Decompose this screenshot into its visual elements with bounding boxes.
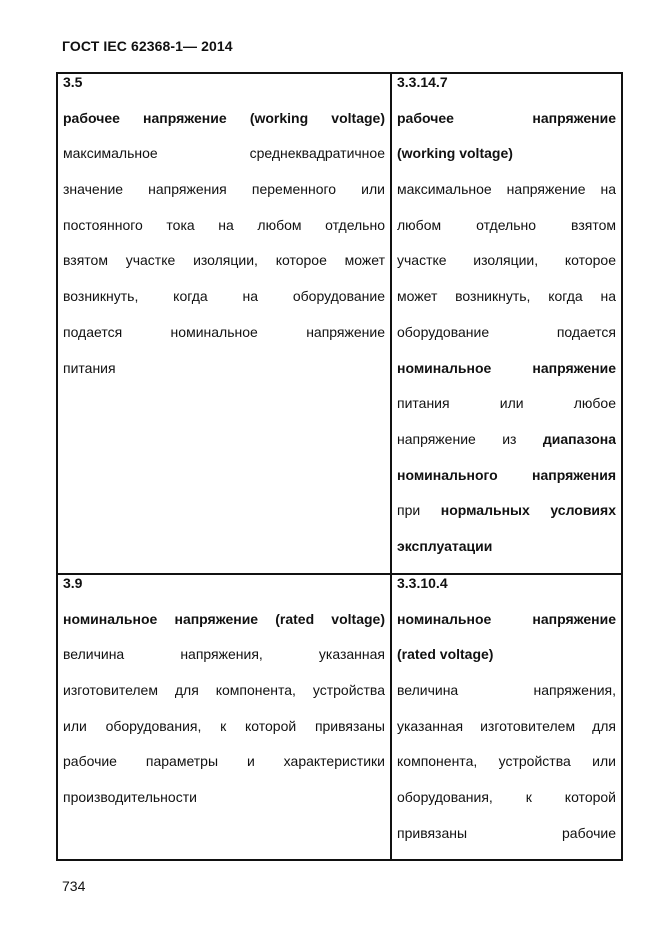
definition-line [397,208,616,244]
definition-line [397,101,616,137]
bold-term: рабочее напряжение (working voltage) [63,109,385,126]
text-segment: оборудования, к которой [397,789,616,806]
text-segment: компонента, устройства или [397,753,616,770]
iec-definition-cell [57,574,391,860]
text-segment: постоянного тока на любом отдельно [63,216,385,233]
clause-number [397,566,616,602]
bold-term: 3.9 [63,575,83,591]
definition-line [397,637,616,673]
bold-term: (working voltage) [397,145,513,162]
definition-line [63,208,385,244]
source-definition-cell [391,574,622,860]
text-segment: может возникнуть, когда на [397,288,616,305]
clause-number [397,65,616,101]
text-segment: величина напряжения, указанная [63,646,385,663]
definition-line [397,422,616,458]
clause-number [63,65,385,101]
definition-line [63,602,385,638]
definition-line [63,744,385,780]
text-segment: указанная изготовителем для [397,717,616,734]
text-segment: производительности [63,789,197,806]
table-row [57,73,622,574]
iec-definition-cell [57,73,391,574]
bold-term: номинальное напряжение [397,610,616,627]
text-segment: максимальное напряжение на [397,181,616,198]
definition-line [397,458,616,494]
text-segment: или оборудования, к которой привязаны [63,717,385,734]
definition-line [397,172,616,208]
text-segment: участке изоляции, которое [397,252,616,269]
definition-line [63,279,385,315]
text-segment: оборудование подается [397,323,616,340]
bold-term: (rated voltage) [397,646,494,663]
definition-line [397,136,616,172]
text-segment: питания или любое [397,395,616,412]
bold-term: номинальное напряжение [397,359,616,376]
definition-line [397,816,616,852]
definition-line [397,386,616,422]
text-segment: подается номинальное напряжение [63,323,385,340]
text-segment: максимальное среднеквадратичное [63,145,385,162]
definition-line [63,709,385,745]
definition-line [397,493,616,529]
table-row [57,574,622,860]
bold-term: эксплуатации [397,537,493,554]
definition-line [63,172,385,208]
definition-line [63,351,385,387]
definition-line [397,279,616,315]
comparison-table [56,72,623,861]
definition-line [397,780,616,816]
definition-line [63,243,385,279]
bold-term: номинального напряжения [397,466,616,483]
text-segment: при [397,502,441,519]
definition-line [63,780,385,816]
bold-term: 3.5 [63,74,83,90]
bold-term: диапазона [542,430,616,447]
definition-line [397,529,616,565]
bold-term: 3.3.10.4 [397,575,448,591]
definition-line [63,136,385,172]
definition-line [63,637,385,673]
text-segment: рабочие параметры и характеристики [63,753,385,770]
bold-term: рабочее напряжение [397,109,616,126]
definition-line [397,709,616,745]
text-segment: изготовителем для компонента, устройства [63,682,385,699]
definition-line [397,602,616,638]
clause-number [63,566,385,602]
definition-line [397,744,616,780]
definition-line [397,243,616,279]
text-segment: величина напряжения, [397,682,616,699]
text-segment: значение напряжения переменного или [63,181,385,198]
bold-term: номинальное напряжение (rated voltage) [63,610,385,627]
definition-line [397,673,616,709]
text-segment: привязаны рабочие [397,824,616,841]
page-number: 734 [62,878,86,894]
definition-line [63,101,385,137]
document-header: ГОСТ IEC 62368-1— 2014 [62,38,233,54]
source-definition-cell [391,73,622,574]
definition-line [397,315,616,351]
text-segment: напряжение из [397,430,543,447]
text-segment: взятом участке изоляции, которое может [63,252,385,269]
text-segment: возникнуть, когда на оборудование [63,288,385,305]
bold-term: нормальных условиях [440,502,616,519]
definition-line [63,673,385,709]
definition-line [397,351,616,387]
bold-term: 3.3.14.7 [397,74,448,90]
text-segment: питания [63,359,116,376]
definition-line [63,315,385,351]
text-segment: любом отдельно взятом [397,216,616,233]
